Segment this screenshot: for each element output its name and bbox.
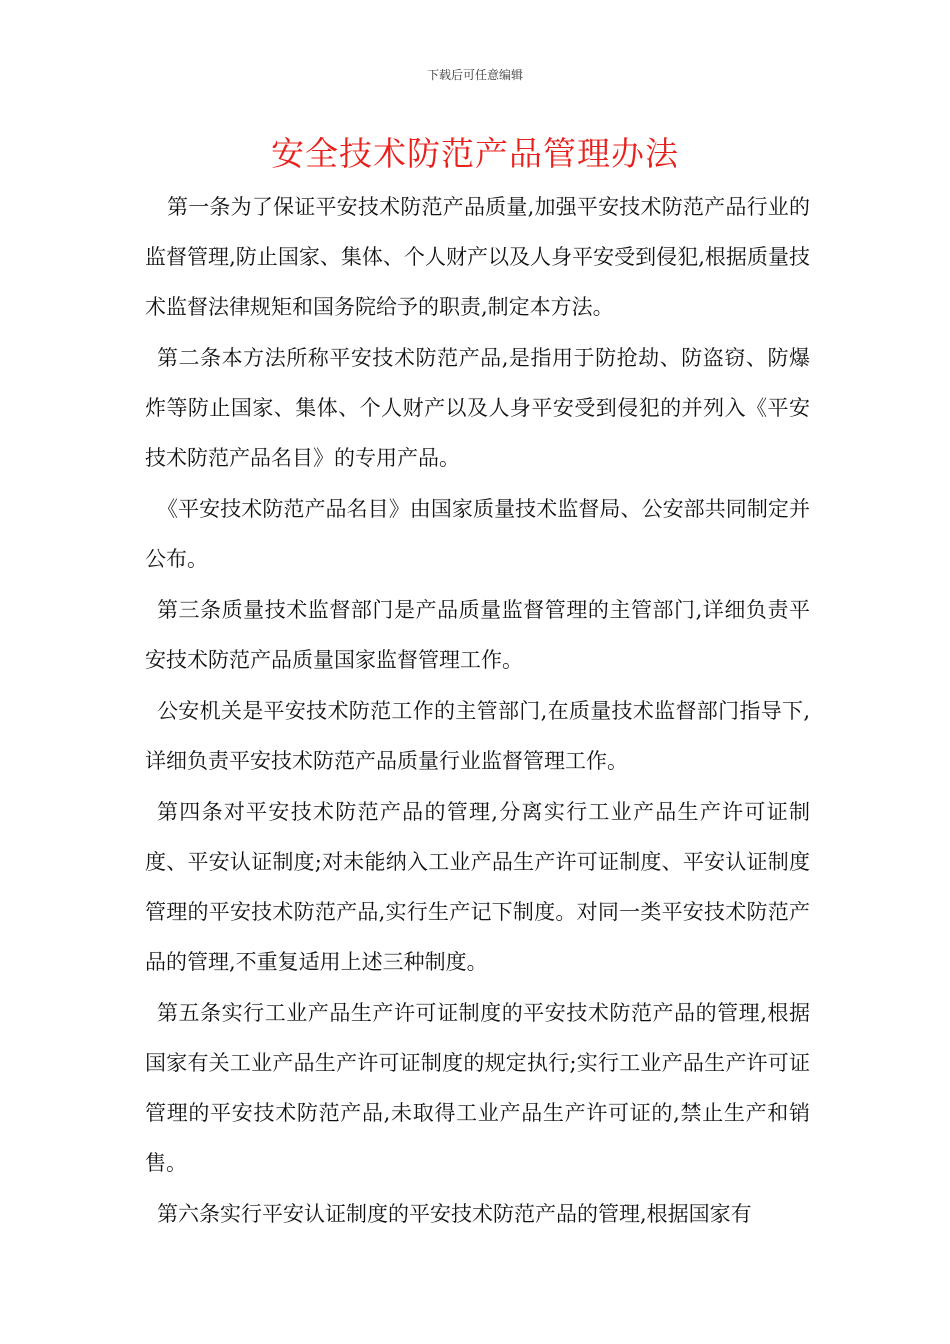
paragraph-article-6: 第六条实行平安认证制度的平安技术防范产品的管理,根据国家有 [157,1202,752,1226]
paragraph-catalog-note: 《平安技术防范产品名目》由国家质量技术监督局、公安部共同制定并公布。 [145,497,810,571]
paragraph-article-5: 第五条实行工业产品生产许可证制度的平安技术防范产品的管理,根据国家有关工业产品生产许可证制度的规定执行;实行工业产品生产许可证管理的平安技术防范产品,未取得工业产品生产许可证的,禁止生产和销售。 [145,1001,810,1175]
page-header: 下载后可任意编辑 [426,68,523,82]
paragraph-article-1: 第一条为了保证平安技术防范产品质量,加强平安技术防范产品行业的监督管理,防止国家、集体、个人财产以及人身平安受到侵犯,根据质量技术监督法律规矩和国务院给予的职责,制定本方法。 [145,195,810,319]
paragraph-public-security: 公安机关是平安技术防范工作的主管部门,在质量技术监督部门指导下,详细负责平安技术防范产品质量行业监督管理工作。 [145,699,810,773]
document-title: 安全技术防范产品管理办法 [271,134,679,173]
document-body [145,182,810,1240]
paragraph-article-4: 第四条对平安技术防范产品的管理,分离实行工业产品生产许可证制度、平安认证制度;对未能纳入工业产品生产许可证制度、平安认证制度管理的平安技术防范产品,实行生产记下制度。对同一类平安技术防范产品的管理,不重复适用上述三种制度。 [145,800,810,974]
paragraph-article-2: 第二条本方法所称平安技术防范产品,是指用于防抢劫、防盗窃、防爆炸等防止国家、集体、个人财产以及人身平安受到侵犯的并列入《平安技术防范产品名目》的专用产品。 [145,346,810,470]
paragraph-article-3: 第三条质量技术监督部门是产品质量监督管理的主管部门,详细负责平安技术防范产品质量国家监督管理工作。 [145,598,810,672]
